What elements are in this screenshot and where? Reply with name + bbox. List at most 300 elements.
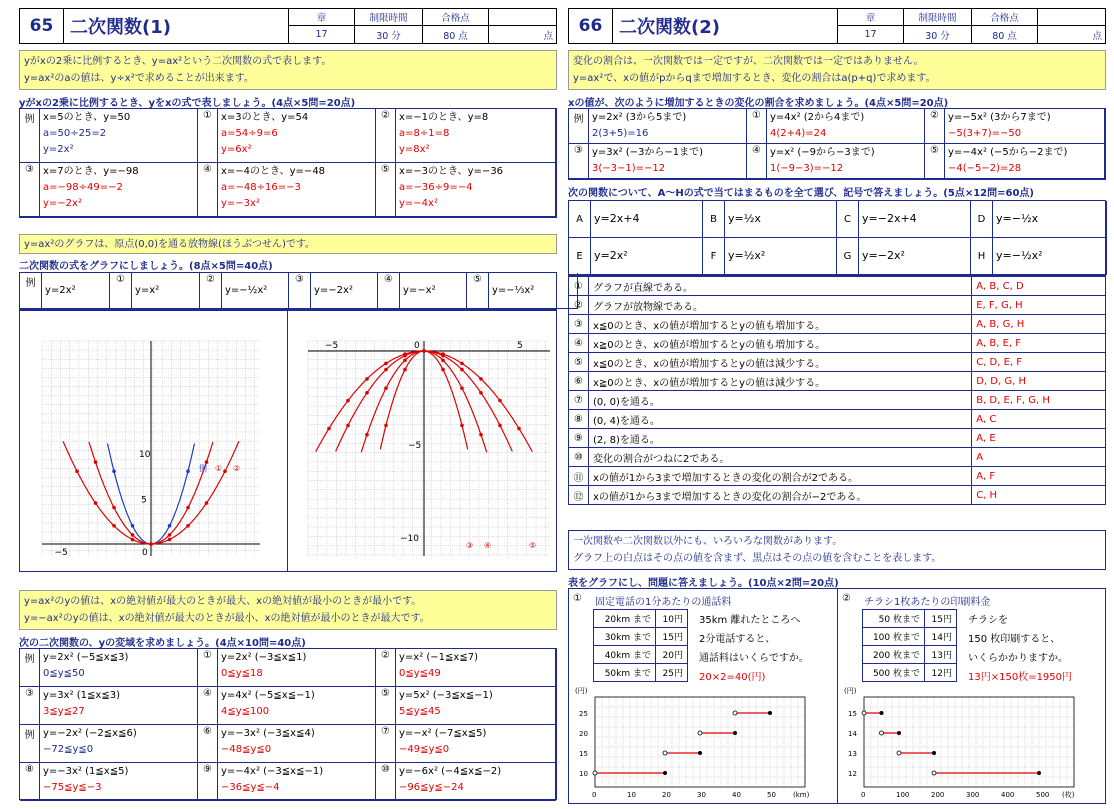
range-cell: 40km まで bbox=[594, 646, 656, 664]
rate-table bbox=[862, 609, 957, 682]
intro-line: y=ax²で、xの値がpからqまで増加するとき、変化の割合はa(p+q)で求めます。 bbox=[573, 73, 936, 84]
plot-point bbox=[441, 368, 445, 372]
graph-formula: y=−⅓x² bbox=[489, 273, 578, 309]
property-answer[interactable]: A, E bbox=[972, 429, 1106, 448]
answer-step: a=−98÷49=−2 bbox=[43, 182, 123, 193]
answer-range: 3≦y≦27 bbox=[43, 706, 85, 717]
answer-formula: y=−4x² bbox=[399, 198, 438, 209]
problem-cell[interactable] bbox=[218, 687, 376, 725]
intro-box bbox=[19, 50, 557, 90]
choice-key: F bbox=[703, 238, 725, 275]
choice-key: A bbox=[569, 201, 591, 238]
problem-question: x=−4のとき、y=−48 bbox=[221, 166, 326, 177]
x-tick-label: 50 bbox=[767, 791, 776, 799]
y-tick-label: 14 bbox=[848, 730, 857, 738]
graph-negative-parabolas bbox=[288, 311, 556, 571]
problem-cell[interactable] bbox=[396, 687, 556, 725]
property-number: ⑦ bbox=[569, 391, 589, 410]
property-text: (0, 4)を通る。 bbox=[588, 410, 971, 429]
problem-label: ② bbox=[200, 273, 222, 309]
problem-cell[interactable] bbox=[218, 649, 376, 687]
answer-step: a=−48÷16=−3 bbox=[221, 182, 301, 193]
curve-label: ② bbox=[233, 464, 241, 474]
problem-question: y=2x² (3から5まで) bbox=[592, 112, 687, 123]
property-answer[interactable]: B, D, E, F, G, H bbox=[972, 391, 1106, 410]
plot-point bbox=[223, 469, 227, 473]
problem-label: 例 bbox=[20, 649, 40, 687]
table-row bbox=[569, 429, 1106, 448]
range-cell: 200 枚まで bbox=[863, 646, 925, 664]
origin-label: 0 bbox=[414, 341, 420, 351]
table-row bbox=[569, 277, 1106, 296]
y-tick-label: 13 bbox=[848, 750, 857, 758]
problem-label: ② bbox=[842, 593, 851, 604]
price-cell: 25円 bbox=[656, 664, 688, 682]
problem-cell[interactable] bbox=[589, 109, 747, 144]
table-row bbox=[863, 664, 957, 682]
problem-question: y=−3x² (−3≦x≦4) bbox=[221, 728, 315, 739]
worksheet-number: 66 bbox=[569, 9, 613, 43]
curve-label: ⑤ bbox=[529, 541, 537, 550]
table-row bbox=[863, 628, 957, 646]
closed-point bbox=[880, 711, 884, 715]
range-problem-grid bbox=[19, 648, 557, 800]
problem-cell[interactable] bbox=[945, 109, 1105, 144]
plot-point bbox=[186, 469, 190, 473]
plot-point bbox=[112, 524, 116, 528]
graph-formula: y=2x² bbox=[42, 273, 110, 309]
problem-question: y=−5x² (3から7まで) bbox=[948, 112, 1051, 123]
x-tick-label: 40 bbox=[732, 791, 741, 799]
passing-score-header: 合格点 bbox=[972, 9, 1038, 26]
problem-label: ④ bbox=[198, 163, 218, 217]
graph-formula: y=−½x² bbox=[222, 273, 289, 309]
y-tick-label: 15 bbox=[848, 710, 857, 718]
y-tick-label: 12 bbox=[848, 770, 857, 778]
table-row bbox=[569, 391, 1106, 410]
plot-point bbox=[327, 427, 331, 431]
problem-label: ⑥ bbox=[198, 725, 218, 763]
x-tick-label: 30 bbox=[697, 791, 706, 799]
price-cell: 15円 bbox=[656, 628, 688, 646]
problem-label: ⑤ bbox=[925, 144, 945, 179]
table-row bbox=[569, 315, 1106, 334]
plot-point bbox=[112, 506, 116, 510]
plot-point bbox=[498, 399, 502, 403]
answer-text[interactable]: 20×2=40(円) bbox=[699, 672, 766, 683]
function-choices bbox=[568, 200, 1106, 276]
table-row bbox=[594, 646, 688, 664]
graph-positive-parabolas bbox=[20, 311, 286, 571]
problem-label: ② bbox=[376, 109, 396, 163]
range-cell: 20km まで bbox=[594, 610, 656, 628]
property-answer[interactable]: A, B, E, F bbox=[972, 334, 1106, 353]
plot-point bbox=[168, 538, 172, 542]
problem-question: y=x² (−9から−3まで) bbox=[770, 147, 875, 158]
property-text: グラフが直線である。 bbox=[588, 277, 971, 296]
problem-label: ① bbox=[198, 109, 218, 163]
curve-label: 例 bbox=[199, 464, 207, 474]
problem-question: y=−x² (−7≦x≦5) bbox=[399, 728, 487, 739]
property-number: ④ bbox=[569, 334, 589, 353]
plot-point bbox=[479, 377, 483, 381]
problem-label: ③ bbox=[20, 687, 40, 725]
property-answer[interactable]: E, F, G, H bbox=[972, 296, 1106, 315]
problem-cell[interactable] bbox=[589, 144, 747, 179]
problem-question: y=−6x² (−4≦x≦−2) bbox=[399, 766, 502, 777]
table-row bbox=[863, 646, 957, 664]
problem-cell[interactable] bbox=[218, 725, 376, 763]
open-point bbox=[663, 751, 667, 755]
graph-formula: y=−x² bbox=[400, 273, 467, 309]
property-text: x≧0のとき、xの値が増加するとyの値も増加する。 bbox=[588, 334, 971, 353]
property-text: x≧0のとき、xの値が増加するとyの値は減少する。 bbox=[588, 372, 971, 391]
problem-cell[interactable] bbox=[396, 163, 556, 217]
problem-label: ③ bbox=[20, 163, 40, 217]
problem-question: y=3x² (1≦x≦3) bbox=[43, 690, 120, 701]
answer-rate: −4(−5−2)=28 bbox=[948, 163, 1022, 174]
time-limit-value: 30 分 bbox=[355, 26, 423, 43]
plot-point bbox=[460, 386, 464, 390]
problem-label: ② bbox=[925, 109, 945, 144]
worksheet-66 bbox=[568, 8, 1106, 806]
problem-cell[interactable] bbox=[396, 109, 556, 163]
x-tick-label: 100 bbox=[896, 791, 910, 799]
table-row bbox=[569, 486, 1106, 505]
y-tick-label: 5 bbox=[141, 495, 147, 506]
phone-problem bbox=[569, 589, 837, 803]
problem-question: x=3のとき、y=54 bbox=[221, 112, 309, 123]
problem-label: ① bbox=[198, 649, 218, 687]
time-limit-header: 制限時間 bbox=[904, 9, 972, 26]
table-row bbox=[569, 448, 1106, 467]
property-text: グラフが放物線である。 bbox=[588, 296, 971, 315]
rate-problem-grid bbox=[568, 108, 1106, 180]
problem-label: ⑤ bbox=[467, 273, 489, 309]
property-number: ⑤ bbox=[569, 353, 589, 372]
worksheet-title: 二次関数(2) bbox=[619, 17, 720, 38]
problem-label: ⑤ bbox=[376, 163, 396, 217]
section-title: 次の二次関数の、yの変域を求めましょう。(4点×10問=40点) bbox=[19, 638, 306, 649]
x-tick-label: 0 bbox=[861, 791, 866, 799]
property-answer[interactable]: A, F bbox=[972, 467, 1106, 486]
table-row bbox=[569, 296, 1106, 315]
graph-area bbox=[19, 310, 557, 572]
answer-range: 0≦y≦50 bbox=[43, 668, 85, 679]
closed-point bbox=[897, 731, 901, 735]
property-answer[interactable]: A bbox=[972, 448, 1106, 467]
rate-table bbox=[593, 609, 688, 682]
problem-cell[interactable] bbox=[40, 763, 198, 801]
score-header-blank bbox=[489, 9, 556, 26]
intro-line: 変化の割合は、一次関数では一定ですが、二次関数では一定ではありません。 bbox=[573, 56, 924, 67]
property-number: ⑩ bbox=[569, 448, 589, 467]
problem-question: y=3x² (−3から−1まで) bbox=[592, 147, 704, 158]
answer-rate: 1(−9−3)=−12 bbox=[770, 163, 844, 174]
answer-range: −49≦y≦0 bbox=[399, 744, 450, 755]
problem-cell[interactable] bbox=[40, 163, 198, 217]
problem-cell[interactable] bbox=[396, 763, 556, 801]
price-cell: 15円 bbox=[925, 610, 957, 628]
plot-point bbox=[149, 542, 153, 546]
range-cell: 50 枚まで bbox=[863, 610, 925, 628]
y-unit: (円) bbox=[575, 687, 588, 695]
property-answer[interactable]: A, C bbox=[972, 410, 1106, 429]
x-tick-label: 500 bbox=[1036, 791, 1050, 799]
range-cell: 500 枚まで bbox=[863, 664, 925, 682]
score-field[interactable]: 点 bbox=[1092, 31, 1102, 42]
plot-point bbox=[403, 354, 407, 358]
table-row bbox=[594, 664, 688, 682]
section-title: xの値が、次のように増加するときの変化の割合を求めましょう。(4点×5問=20点) bbox=[568, 98, 949, 109]
flyer-problem bbox=[838, 589, 1105, 803]
property-text: x≦0のとき、xの値が増加するとyの値は減少する。 bbox=[588, 353, 971, 372]
x-tick-label: 300 bbox=[966, 791, 980, 799]
x-unit: (枚) bbox=[1062, 791, 1075, 799]
score-field[interactable]: 点 bbox=[543, 31, 553, 42]
plot-point bbox=[131, 533, 135, 537]
y-tick-label: −10 bbox=[400, 534, 419, 544]
problem-question: x=5のとき、y=50 bbox=[43, 112, 131, 123]
intro-box bbox=[568, 50, 1106, 90]
plot-point bbox=[384, 368, 388, 372]
problem-question: y=4x² (2から4まで) bbox=[770, 112, 865, 123]
choice-formula: y=2x² bbox=[591, 238, 703, 275]
plot-point bbox=[460, 368, 464, 372]
price-cell: 10円 bbox=[656, 610, 688, 628]
table-row bbox=[569, 410, 1106, 429]
x-tick-label: 400 bbox=[1001, 791, 1015, 799]
closed-point bbox=[768, 711, 772, 715]
y-tick-label: 15 bbox=[579, 750, 588, 758]
choice-formula: y=½x bbox=[725, 201, 837, 238]
worksheet-number: 65 bbox=[20, 9, 64, 43]
problem-cell[interactable] bbox=[945, 144, 1105, 179]
problem-question: y=x² (−1≦x≦7) bbox=[399, 652, 478, 663]
property-answer[interactable]: D, D, G, H bbox=[972, 372, 1106, 391]
answer-range: −75≦y≦−3 bbox=[43, 782, 102, 793]
property-number: ⑨ bbox=[569, 429, 589, 448]
other-intro-line: グラフ上の白点はその点の値を含まず、黒点はその点の値を含むことを表します。 bbox=[573, 553, 942, 564]
y-tick-label: 25 bbox=[579, 710, 588, 718]
answer-range: 5≦y≦45 bbox=[399, 706, 441, 717]
chapter-value: 17 bbox=[289, 26, 355, 43]
open-point bbox=[897, 751, 901, 755]
property-text: 変化の割合がつねに2である。 bbox=[588, 448, 971, 467]
problem-cell[interactable] bbox=[218, 109, 376, 163]
problem-label: ⑦ bbox=[376, 725, 396, 763]
plot-point bbox=[441, 354, 445, 358]
worksheet-title: 二次関数(1) bbox=[70, 17, 171, 38]
plot-point bbox=[460, 362, 464, 366]
plot-point bbox=[112, 469, 116, 473]
answer-step: a=50÷25=2 bbox=[43, 128, 107, 139]
problem-question: y=−4x² (−3≦x≦−1) bbox=[221, 766, 324, 777]
plot-point bbox=[365, 433, 369, 437]
problem-cell[interactable] bbox=[396, 649, 556, 687]
table-row bbox=[569, 372, 1106, 391]
problem-question: x=−1のとき、y=8 bbox=[399, 112, 489, 123]
problem-label: ⑨ bbox=[198, 763, 218, 801]
origin-label: 0 bbox=[142, 548, 148, 558]
question-text: 2分電話すると、 bbox=[699, 634, 776, 645]
graph-intro: y=ax²のグラフは、原点(0,0)を通る放物線(ほうぶつせん)です。 bbox=[24, 239, 316, 250]
problem-label: ④ bbox=[198, 687, 218, 725]
other-functions-box bbox=[568, 530, 1106, 570]
answer-rate: −5(3+7)=−50 bbox=[948, 128, 1022, 139]
problem-question: y=4x² (−5≦x≦−1) bbox=[221, 690, 315, 701]
answer-step: a=8÷1=8 bbox=[399, 128, 450, 139]
property-answer[interactable]: A, B, C, D bbox=[972, 277, 1106, 296]
answer-range: 4≦y≦100 bbox=[221, 706, 270, 717]
problem-label: 例 bbox=[20, 725, 40, 763]
property-answer[interactable]: C, D, E, F bbox=[972, 353, 1106, 372]
problem-title: チラシ1枚あたりの印刷料金 bbox=[864, 597, 991, 608]
choice-formula: y=2x+4 bbox=[591, 201, 703, 238]
problem-cell[interactable] bbox=[40, 687, 198, 725]
problem-cell[interactable] bbox=[767, 109, 925, 144]
property-answer[interactable]: A, B, G, H bbox=[972, 315, 1106, 334]
open-point bbox=[733, 711, 737, 715]
price-cell: 20円 bbox=[656, 646, 688, 664]
problem-label: ③ bbox=[289, 273, 311, 309]
question-text: チラシを bbox=[968, 615, 1008, 626]
price-cell: 12円 bbox=[925, 664, 957, 682]
table-row bbox=[569, 353, 1106, 372]
worksheet-header bbox=[19, 8, 557, 44]
problem-cell[interactable] bbox=[40, 725, 198, 763]
plot-point bbox=[365, 391, 369, 395]
answer-range: −48≦y≦0 bbox=[221, 744, 272, 755]
problem-cell[interactable] bbox=[218, 163, 376, 217]
problem-label: ① bbox=[110, 273, 132, 309]
plot-point bbox=[168, 533, 172, 537]
answer-range: −96≦y≦−24 bbox=[399, 782, 464, 793]
closed-point bbox=[698, 751, 702, 755]
answer-rate: 4(2+4)=24 bbox=[770, 128, 827, 139]
property-number: ⑫ bbox=[569, 486, 589, 505]
curve-label: ④ bbox=[484, 541, 492, 550]
y-tick-label: −5 bbox=[408, 441, 422, 451]
table-row bbox=[863, 610, 957, 628]
property-text: (0, 0)を通る。 bbox=[588, 391, 971, 410]
chapter-value: 17 bbox=[838, 26, 904, 43]
score-header-blank bbox=[1038, 9, 1105, 26]
problem-cell[interactable] bbox=[40, 109, 198, 163]
property-number: ⑪ bbox=[569, 467, 589, 486]
problem-label: 例 bbox=[20, 273, 42, 309]
section-title: 次の関数について、A〜Hの式で当てはまるものを全て選び、記号で答えましょう。(5点×12問=60点) bbox=[568, 188, 1034, 199]
question-text: 150 枚印刷すると、 bbox=[968, 634, 1061, 645]
answer-text[interactable]: 13円×150枚=1950円 bbox=[968, 672, 1073, 683]
closed-point bbox=[663, 771, 667, 775]
problem-label: ⑤ bbox=[376, 687, 396, 725]
range-cell: 30km まで bbox=[594, 628, 656, 646]
graph-problem-row bbox=[19, 272, 557, 310]
problem-question: y=5x² (−3≦x≦−1) bbox=[399, 690, 493, 701]
graph-formula: y=−2x² bbox=[311, 273, 378, 309]
property-number: ② bbox=[569, 296, 589, 315]
intro-line: y=ax²のaの値は、y÷x²で求めることが出来ます。 bbox=[24, 73, 254, 84]
step-graph bbox=[573, 685, 813, 803]
choice-formula: y=−2x² bbox=[859, 238, 971, 275]
problem-label: ④ bbox=[747, 144, 767, 179]
answer-range: −36≦y≦−4 bbox=[221, 782, 280, 793]
problem-label: ③ bbox=[569, 144, 589, 179]
worksheet-header bbox=[568, 8, 1106, 44]
plot-point bbox=[403, 368, 407, 372]
choice-key: G bbox=[837, 238, 859, 275]
y-tick-label: 10 bbox=[579, 770, 588, 778]
problem-cell[interactable] bbox=[40, 649, 198, 687]
score-box bbox=[288, 9, 556, 43]
step-function-area bbox=[568, 588, 1106, 804]
property-answer[interactable]: C, H bbox=[972, 486, 1106, 505]
score-box bbox=[837, 9, 1105, 43]
plot-point bbox=[479, 391, 483, 395]
question-text: 通話料はいくらですか。 bbox=[699, 653, 809, 664]
answer-step: a=−36÷9=−4 bbox=[399, 182, 473, 193]
plot-point bbox=[131, 538, 135, 542]
x-unit: (km) bbox=[793, 791, 810, 799]
answer-range: −72≦y≦0 bbox=[43, 744, 94, 755]
chapter-header: 章 bbox=[289, 9, 355, 26]
plot-point bbox=[384, 424, 388, 428]
range-cell: 50km まで bbox=[594, 664, 656, 682]
grid-lines bbox=[308, 341, 550, 556]
plot-point bbox=[346, 399, 350, 403]
answer-formula: y=6x² bbox=[221, 144, 252, 155]
plot-point bbox=[94, 501, 98, 505]
plot-point bbox=[365, 377, 369, 381]
answer-step: a=54÷9=6 bbox=[221, 128, 278, 139]
plot-point bbox=[517, 427, 521, 431]
problem-label: ⑩ bbox=[376, 763, 396, 801]
x-tick-label: 20 bbox=[662, 791, 671, 799]
closed-point bbox=[1037, 771, 1041, 775]
plot-point bbox=[205, 501, 209, 505]
curve-label: ③ bbox=[466, 541, 474, 550]
problem-cell[interactable] bbox=[767, 144, 925, 179]
problem-cell[interactable] bbox=[218, 763, 376, 801]
problem-label: 例 bbox=[20, 109, 40, 163]
choice-key: D bbox=[971, 201, 993, 238]
worksheet-65 bbox=[19, 8, 557, 806]
x-tick-label: 200 bbox=[931, 791, 945, 799]
problem-cell[interactable] bbox=[396, 725, 556, 763]
intro-line: yがxの2乗に比例するとき、y=ax²という二次関数の式で表します。 bbox=[24, 56, 332, 67]
property-table bbox=[568, 276, 1106, 505]
problem-title: 固定電話の1分あたりの通話料 bbox=[595, 597, 732, 608]
property-text: xの値が1から3まで増加するときの変化の割合が−2である。 bbox=[588, 486, 971, 505]
problem-question: x=7のとき、y=−98 bbox=[43, 166, 139, 177]
passing-score-value: 80 点 bbox=[972, 26, 1038, 43]
x-tick-label: 0 bbox=[592, 791, 597, 799]
passing-score-header: 合格点 bbox=[423, 9, 489, 26]
property-number: ⑥ bbox=[569, 372, 589, 391]
x-tick-label: −5 bbox=[325, 341, 339, 351]
open-point bbox=[932, 771, 936, 775]
plot-point bbox=[441, 359, 445, 363]
graph-formula: y=x² bbox=[132, 273, 200, 309]
passing-score-value: 80 点 bbox=[423, 26, 489, 43]
choice-formula: y=½x² bbox=[725, 238, 837, 275]
problem-label: ⑧ bbox=[20, 763, 40, 801]
question-text: 35km 離れたところへ bbox=[699, 615, 801, 626]
answer-rate: 2(3+5)=16 bbox=[592, 128, 649, 139]
plot-point bbox=[422, 349, 426, 353]
property-text: (2, 8)を通る。 bbox=[588, 429, 971, 448]
